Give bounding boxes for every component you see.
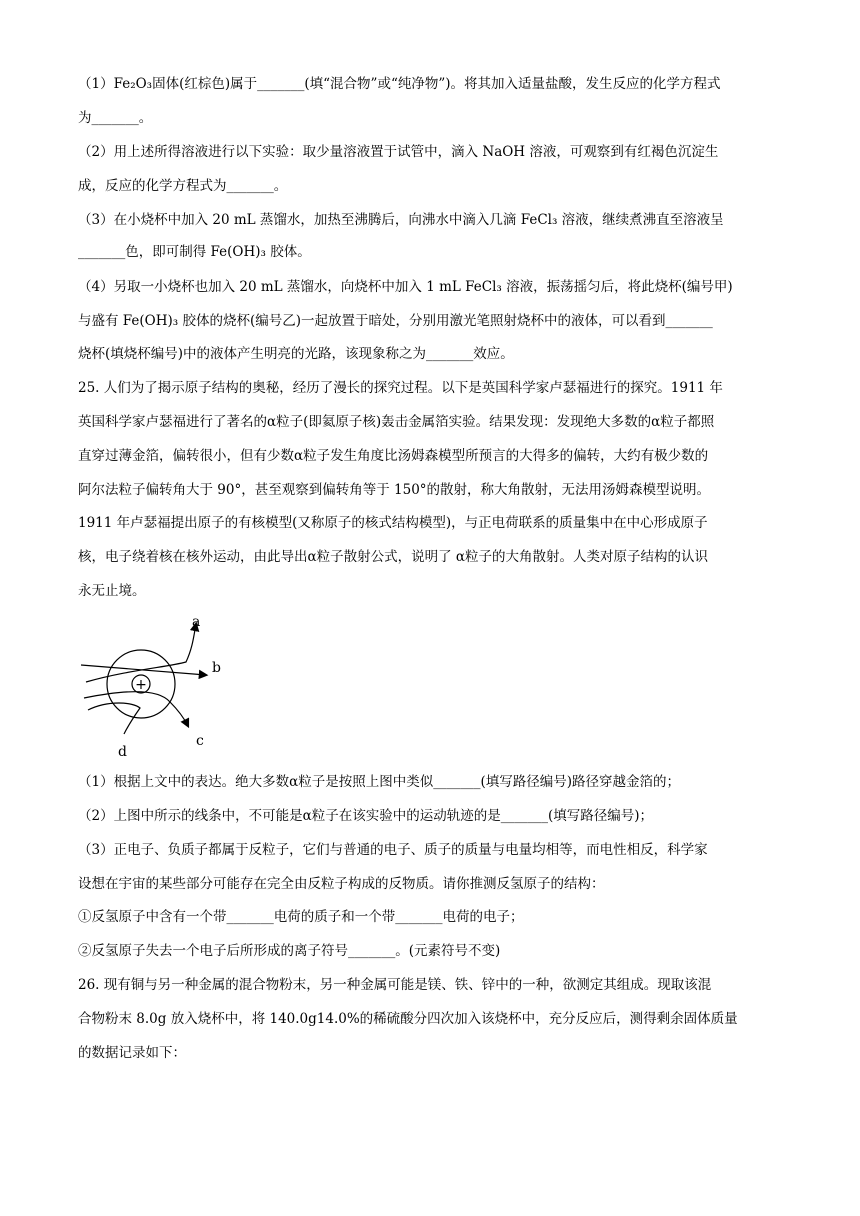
text-line: ②反氢原子失去一个电子后所形成的离子符号_______。(元素符号不变) bbox=[78, 943, 501, 959]
text-line: （2）上图中所示的线条中，不可能是α粒子在该实验中的运动轨迹的是_______(填写路径编号)； bbox=[78, 808, 653, 824]
text-line: 烧杯(填烧杯编号)中的液体产生明亮的光路，该现象称之为_______效应。 bbox=[78, 346, 514, 362]
text-line: 核，电子绕着核在核外运动，由此导出α粒子散射公式，说明了 α粒子的大角散射。人类对原子结构的认识 bbox=[78, 549, 709, 565]
text-line: 阿尔法粒子偏转角大于 90°，甚至观察到偏转角等于 150°的散射，称大角散射，无法用汤姆森模型说明。 bbox=[78, 482, 711, 498]
text-line: 1911 年卢瑟福提出原子的有核模型(又称原子的核式结构模型)，与正电荷联系的质量集中在中心形成原子 bbox=[78, 515, 708, 531]
text-line: （1）根据上文中的表达。绝大多数α粒子是按照上图中类似_______(填写路径编号)路径穿越金箔的； bbox=[78, 774, 680, 790]
path-label-d: d bbox=[118, 744, 127, 760]
text-line: （1）Fe₂O₃固体(红棕色)属于_______(填“混合物”或“纯净物”)。将其加入适量盐酸，发生反应的化学方程式 bbox=[78, 76, 721, 92]
path-label-a: a bbox=[192, 614, 201, 630]
path-d bbox=[88, 703, 140, 734]
text-line: 为_______。 bbox=[78, 110, 153, 126]
text-line: 直穿过薄金箔，偏转很小，但有少数α粒子发生角度比汤姆森模型所预言的大得多的偏转，大约有极少数的 bbox=[78, 448, 709, 464]
path-label-c: c bbox=[196, 733, 204, 749]
text-line: _______色，即可制得 Fe(OH)₃ 胶体。 bbox=[78, 244, 311, 260]
path-label-b: b bbox=[212, 660, 221, 676]
text-line: 永无止境。 bbox=[78, 583, 146, 599]
nucleus-symbol: + bbox=[135, 677, 147, 693]
text-line: 与盛有 Fe(OH)₃ 胶体的烧杯(编号乙)一起放置于暗处，分别用激光笔照射烧杯中的液体，可以看到_______ bbox=[78, 313, 713, 329]
text-line: 英国科学家卢瑟福进行了著名的α粒子(即氦原子核)轰击金属箔实验。结果发现：发现绝大多数的α粒子都照 bbox=[78, 414, 715, 430]
text-line: （3）正电子、负质子都属于反粒子，它们与普通的电子、质子的质量与电量均相等，而电性相反，科学家 bbox=[78, 842, 708, 858]
text-line: 的数据记录如下： bbox=[78, 1045, 186, 1061]
question-26-heading: 26. 现有铜与另一种金属的混合物粉末，另一种金属可能是镁、铁、锌中的一种，欲测定其组成。现取该混 bbox=[78, 977, 712, 993]
path-b bbox=[81, 665, 206, 675]
text-line: ①反氢原子中含有一个带_______电荷的质子和一个带_______电荷的电子； bbox=[78, 909, 524, 925]
text-line: （2）用上述所得溶液进行以下实验：取少量溶液置于试管中，滴入 NaOH 溶液，可观察到有红褐色沉淀生 bbox=[78, 144, 719, 160]
alpha-scattering-diagram bbox=[78, 612, 238, 762]
text-line: 成，反应的化学方程式为_______。 bbox=[78, 178, 288, 194]
text-line: 设想在宇宙的某些部分可能存在完全由反粒子构成的反物质。请你推测反氢原子的结构： bbox=[78, 876, 605, 892]
question-25-heading: 25. 人们为了揭示原子结构的奥秘，经历了漫长的探究过程。以下是英国科学家卢瑟福进行的探究。1911 年 bbox=[78, 380, 723, 396]
text-line: 合物粉末 8.0g 放入烧杯中，将 140.0g14.0%的稀硫酸分四次加入该烧杯中，充分反应后，测得剩余固体质量 bbox=[78, 1011, 738, 1027]
text-line: （4）另取一小烧杯也加入 20 mL 蒸馏水，向烧杯中加入 1 mL FeCl₃ 溶液，振荡摇匀后，将此烧杯(编号甲) bbox=[78, 279, 733, 295]
text-line: （3）在小烧杯中加入 20 mL 蒸馏水，加热至沸腾后，向沸水中滴入几滴 FeCl₃ 溶液，继续煮沸直至溶液呈 bbox=[78, 212, 724, 228]
